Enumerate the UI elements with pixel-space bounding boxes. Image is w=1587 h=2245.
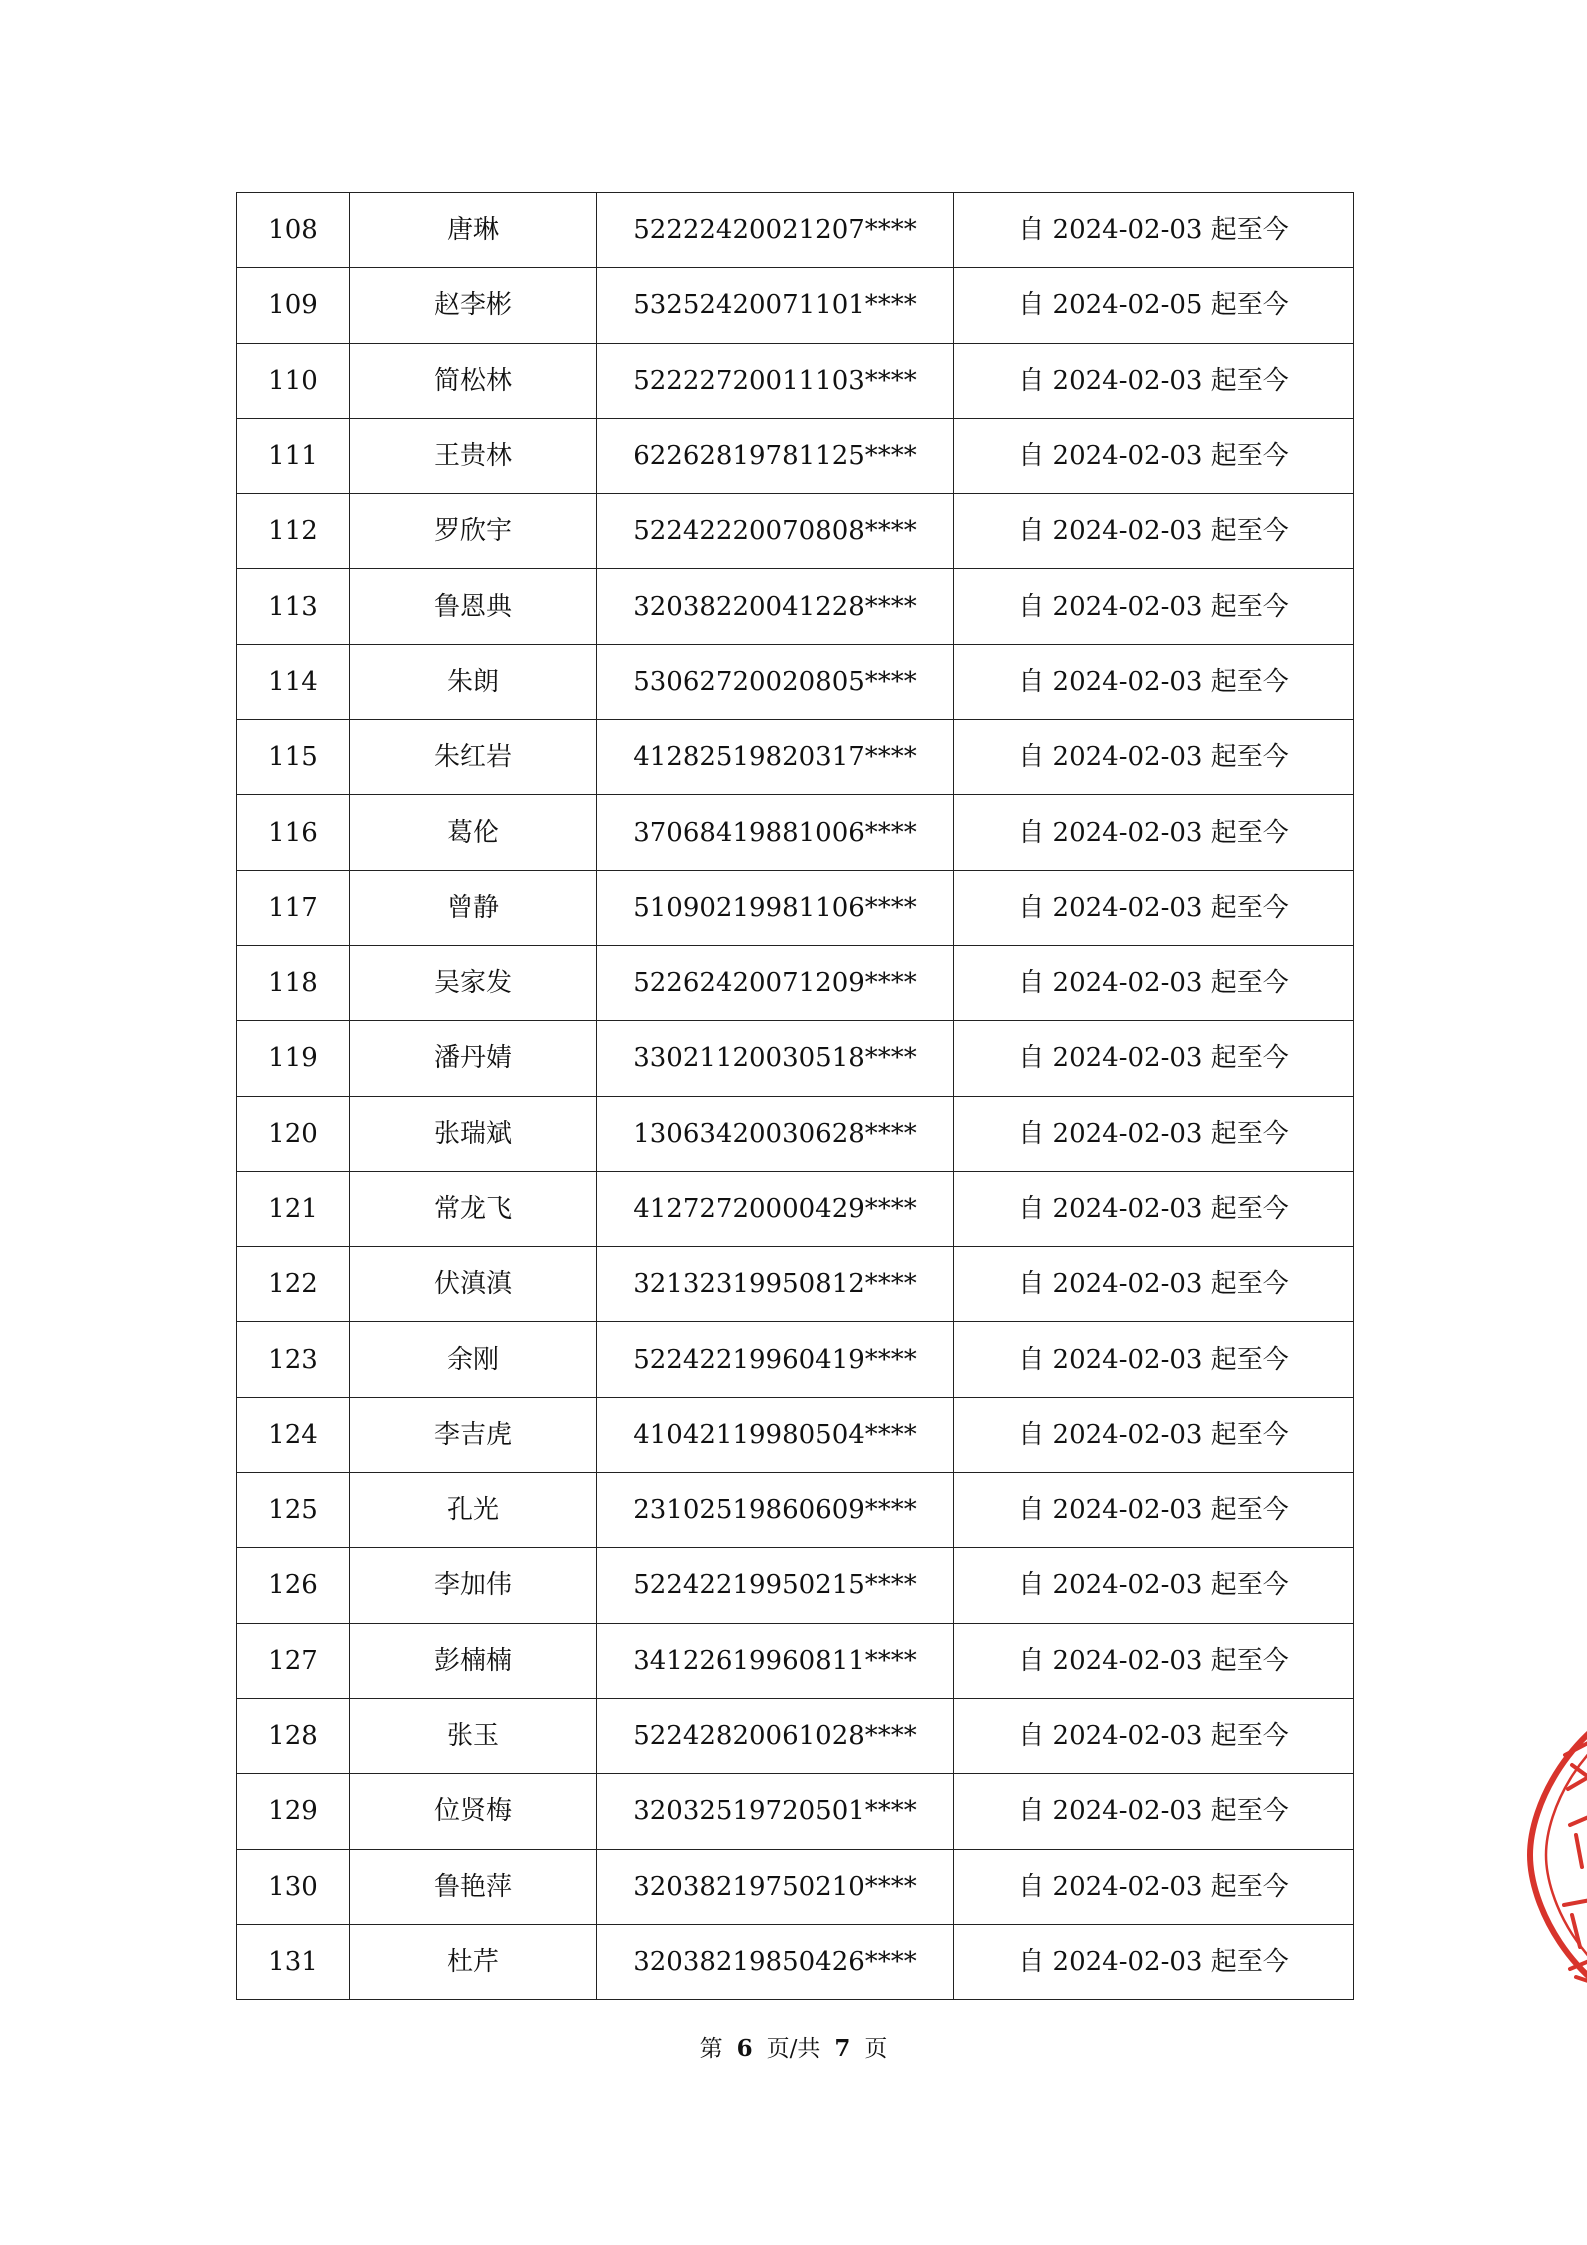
table-row — [237, 1397, 1354, 1472]
table-row — [237, 1849, 1354, 1924]
table-row — [237, 1548, 1354, 1623]
table-row — [237, 1623, 1354, 1698]
cell-name: 张瑞斌 — [350, 1096, 597, 1171]
cell-number: 122 — [237, 1247, 350, 1322]
cell-number: 126 — [237, 1548, 350, 1623]
cell-id-number: 52242219960419**** — [597, 1322, 954, 1397]
cell-name: 位贤梅 — [350, 1774, 597, 1849]
cell-id-number: 32132319950812**** — [597, 1247, 954, 1322]
cell-period: 自 2024-02-03 起至今 — [954, 1021, 1354, 1096]
cell-id-number: 52242219950215**** — [597, 1548, 954, 1623]
cell-id-number: 37068419881006**** — [597, 795, 954, 870]
cell-number: 115 — [237, 720, 350, 795]
cell-name: 李吉虎 — [350, 1397, 597, 1472]
cell-name: 鲁恩典 — [350, 569, 597, 644]
cell-name: 朱朗 — [350, 644, 597, 719]
cell-period: 自 2024-02-03 起至今 — [954, 1322, 1354, 1397]
cell-period: 自 2024-02-03 起至今 — [954, 1924, 1354, 1999]
cell-number: 109 — [237, 268, 350, 343]
red-seal-stamp — [1510, 1685, 1587, 2025]
cell-period: 自 2024-02-03 起至今 — [954, 1774, 1354, 1849]
table-row — [237, 268, 1354, 343]
cell-period: 自 2024-02-03 起至今 — [954, 644, 1354, 719]
table-row — [237, 1473, 1354, 1548]
cell-number: 123 — [237, 1322, 350, 1397]
cell-id-number: 32038219850426**** — [597, 1924, 954, 1999]
cell-id-number: 32038219750210**** — [597, 1849, 954, 1924]
cell-name: 吴家发 — [350, 945, 597, 1020]
table-row — [237, 494, 1354, 569]
cell-period: 自 2024-02-03 起至今 — [954, 1623, 1354, 1698]
cell-name: 鲁艳萍 — [350, 1849, 597, 1924]
cell-name: 葛伦 — [350, 795, 597, 870]
cell-period: 自 2024-02-03 起至今 — [954, 418, 1354, 493]
cell-name: 唐琳 — [350, 193, 597, 268]
cell-number: 119 — [237, 1021, 350, 1096]
cell-period: 自 2024-02-05 起至今 — [954, 268, 1354, 343]
cell-id-number: 52242220070808**** — [597, 494, 954, 569]
table-row — [237, 644, 1354, 719]
cell-period: 自 2024-02-03 起至今 — [954, 795, 1354, 870]
cell-id-number: 13063420030628**** — [597, 1096, 954, 1171]
cell-id-number: 41282519820317**** — [597, 720, 954, 795]
table-row — [237, 945, 1354, 1020]
cell-number: 127 — [237, 1623, 350, 1698]
cell-name: 余刚 — [350, 1322, 597, 1397]
cell-number: 117 — [237, 870, 350, 945]
cell-number: 121 — [237, 1171, 350, 1246]
cell-id-number: 53252420071101**** — [597, 268, 954, 343]
cell-name: 杜芹 — [350, 1924, 597, 1999]
cell-number: 120 — [237, 1096, 350, 1171]
cell-id-number: 23102519860609**** — [597, 1473, 954, 1548]
cell-period: 自 2024-02-03 起至今 — [954, 1849, 1354, 1924]
total-pages-number: 7 — [834, 2035, 851, 2062]
cell-id-number: 34122619960811**** — [597, 1623, 954, 1698]
cell-period: 自 2024-02-03 起至今 — [954, 870, 1354, 945]
cell-id-number: 33021120030518**** — [597, 1021, 954, 1096]
cell-number: 131 — [237, 1924, 350, 1999]
table-row — [237, 569, 1354, 644]
cell-name: 简松林 — [350, 343, 597, 418]
table-row — [237, 343, 1354, 418]
current-page-number: 6 — [736, 2035, 753, 2062]
footer-suffix: 页 — [864, 2036, 888, 2062]
cell-period: 自 2024-02-03 起至今 — [954, 945, 1354, 1020]
cell-name: 李加伟 — [350, 1548, 597, 1623]
table-row — [237, 1171, 1354, 1246]
table-row — [237, 1698, 1354, 1773]
cell-id-number: 32038220041228**** — [597, 569, 954, 644]
cell-name: 潘丹婧 — [350, 1021, 597, 1096]
cell-name: 彭楠楠 — [350, 1623, 597, 1698]
table-row — [237, 870, 1354, 945]
cell-period: 自 2024-02-03 起至今 — [954, 1096, 1354, 1171]
cell-number: 112 — [237, 494, 350, 569]
cell-number: 114 — [237, 644, 350, 719]
cell-name: 张玉 — [350, 1698, 597, 1773]
cell-number: 111 — [237, 418, 350, 493]
cell-name: 孔光 — [350, 1473, 597, 1548]
cell-name: 罗欣宇 — [350, 494, 597, 569]
cell-id-number: 51090219981106**** — [597, 870, 954, 945]
footer-middle: 页/共 — [766, 2036, 821, 2062]
cell-number: 110 — [237, 343, 350, 418]
cell-number: 124 — [237, 1397, 350, 1472]
cell-number: 108 — [237, 193, 350, 268]
table-row — [237, 1774, 1354, 1849]
cell-number: 130 — [237, 1849, 350, 1924]
cell-id-number: 32032519720501**** — [597, 1774, 954, 1849]
cell-id-number: 52262420071209**** — [597, 945, 954, 1020]
table-row — [237, 1096, 1354, 1171]
cell-period: 自 2024-02-03 起至今 — [954, 569, 1354, 644]
table-row — [237, 1924, 1354, 1999]
footer-prefix: 第 — [699, 2036, 723, 2062]
cell-period: 自 2024-02-03 起至今 — [954, 720, 1354, 795]
cell-number: 118 — [237, 945, 350, 1020]
cell-id-number: 52242820061028**** — [597, 1698, 954, 1773]
cell-number: 113 — [237, 569, 350, 644]
cell-name: 赵李彬 — [350, 268, 597, 343]
cell-name: 王贵林 — [350, 418, 597, 493]
personnel-table — [236, 192, 1354, 2000]
cell-name: 曾静 — [350, 870, 597, 945]
cell-period: 自 2024-02-03 起至今 — [954, 494, 1354, 569]
cell-name: 伏滇滇 — [350, 1247, 597, 1322]
table-row — [237, 720, 1354, 795]
cell-id-number: 41042119980504**** — [597, 1397, 954, 1472]
cell-id-number: 52222720011103**** — [597, 343, 954, 418]
table-row — [237, 1247, 1354, 1322]
cell-period: 自 2024-02-03 起至今 — [954, 1171, 1354, 1246]
cell-number: 125 — [237, 1473, 350, 1548]
cell-id-number: 53062720020805**** — [597, 644, 954, 719]
cell-id-number: 52222420021207**** — [597, 193, 954, 268]
cell-period: 自 2024-02-03 起至今 — [954, 1397, 1354, 1472]
cell-id-number: 41272720000429**** — [597, 1171, 954, 1246]
cell-number: 129 — [237, 1774, 350, 1849]
table-body — [237, 193, 1354, 2000]
table-row — [237, 1021, 1354, 1096]
cell-period: 自 2024-02-03 起至今 — [954, 1548, 1354, 1623]
cell-period: 自 2024-02-03 起至今 — [954, 343, 1354, 418]
table-row — [237, 1322, 1354, 1397]
cell-period: 自 2024-02-03 起至今 — [954, 1473, 1354, 1548]
cell-period: 自 2024-02-03 起至今 — [954, 193, 1354, 268]
cell-name: 朱红岩 — [350, 720, 597, 795]
table-row — [237, 418, 1354, 493]
cell-period: 自 2024-02-03 起至今 — [954, 1247, 1354, 1322]
table-row — [237, 193, 1354, 268]
cell-id-number: 62262819781125**** — [597, 418, 954, 493]
cell-name: 常龙飞 — [350, 1171, 597, 1246]
page-footer — [0, 2030, 1587, 2063]
table-row — [237, 795, 1354, 870]
cell-number: 128 — [237, 1698, 350, 1773]
cell-period: 自 2024-02-03 起至今 — [954, 1698, 1354, 1773]
cell-number: 116 — [237, 795, 350, 870]
